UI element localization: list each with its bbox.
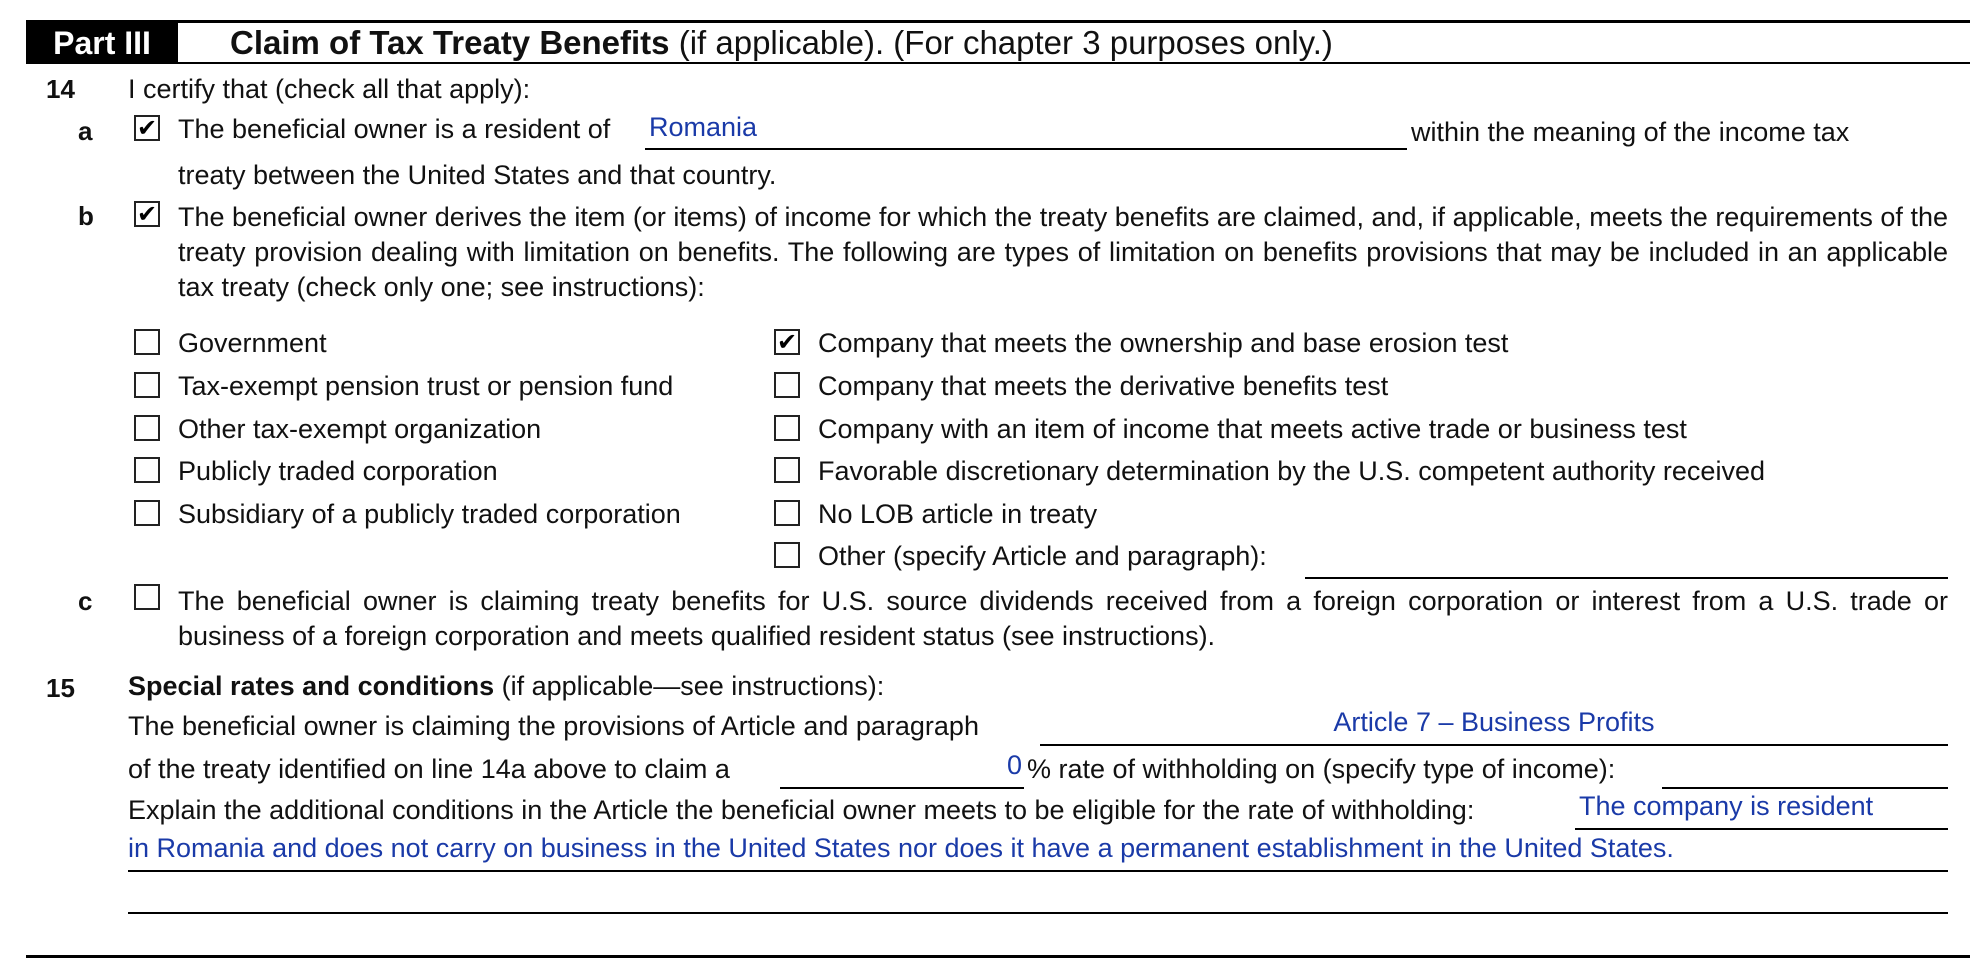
lob-checkbox[interactable] bbox=[774, 500, 800, 526]
line-14b-letter: b bbox=[78, 201, 94, 231]
lob-checkbox[interactable] bbox=[134, 500, 160, 526]
lob-option-label: Subsidiary of a publicly traded corporation bbox=[178, 499, 681, 529]
line-14a-letter: a bbox=[78, 116, 93, 146]
line-14a-text-line2: treaty between the United States and that country. bbox=[178, 160, 777, 190]
line-15-row2-text-after: % rate of withholding on (specify type of income): bbox=[1027, 754, 1616, 784]
lob-option-label: Company with an item of income that meets active trade or business test bbox=[818, 414, 1687, 444]
country-field[interactable] bbox=[645, 112, 1407, 150]
line-15-title-row bbox=[128, 670, 884, 702]
explain-line-2: in Romania and does not carry on business in the United States nor does it have a permanent establishment in the United States. bbox=[128, 833, 1674, 863]
article-value: Article 7 – Business Profits bbox=[1333, 707, 1655, 737]
explain-field-1[interactable] bbox=[1575, 791, 1948, 830]
lob-checkbox[interactable] bbox=[774, 415, 800, 441]
explain-field-3[interactable] bbox=[128, 880, 1948, 914]
checkbox-14b[interactable]: ✔ bbox=[134, 201, 160, 227]
lob-option-label: Company that meets the ownership and base erosion test bbox=[818, 328, 1509, 358]
line-15-title: Special rates and conditions bbox=[128, 671, 495, 701]
line-14a-text-before: The beneficial owner is a resident of bbox=[178, 114, 611, 144]
checkbox-14a[interactable]: ✔ bbox=[134, 115, 160, 141]
lob-checkbox[interactable] bbox=[134, 457, 160, 483]
part-subtitle: (if applicable). (For chapter 3 purposes only.) bbox=[678, 24, 1333, 61]
other-article-field[interactable] bbox=[1305, 545, 1948, 579]
line-14-intro: I certify that (check all that apply): bbox=[128, 74, 531, 104]
lob-checkbox[interactable] bbox=[774, 372, 800, 398]
lob-option-label: Tax-exempt pension trust or pension fund bbox=[178, 371, 674, 401]
part-label: Part III bbox=[26, 23, 178, 63]
header-bottom-rule bbox=[26, 62, 1970, 64]
article-field[interactable] bbox=[1040, 707, 1948, 746]
lob-option-label: Other tax-exempt organization bbox=[178, 414, 542, 444]
lob-checkbox[interactable] bbox=[774, 457, 800, 483]
explain-field-2[interactable] bbox=[128, 833, 1948, 872]
lob-checkbox[interactable]: ✔ bbox=[774, 329, 800, 355]
rate-value: 0 bbox=[1006, 750, 1022, 780]
rate-field[interactable] bbox=[780, 750, 1024, 789]
line-14c-text: The beneficial owner is claiming treaty benefits for U.S. source dividends received from a foreign corporation or interest from a U.S. trade or business of a foreign corporation and meets qualified resident status (see instructions). bbox=[178, 586, 1948, 651]
lob-option-label: Favorable discretionary determination by the U.S. competent authority received bbox=[818, 456, 1765, 486]
line-15-number: 15 bbox=[46, 673, 75, 703]
explain-line-1: The company is resident bbox=[1579, 791, 1874, 821]
line-14b-text: The beneficial owner derives the item (or items) of income for which the treaty benefits are claimed, and, if applicable, meets the requirements of the treaty provision dealing with limitation on benefits. The following are types of limitation on benefits provisions that may be included in an applicable tax treaty (check only one; see instructions): bbox=[178, 202, 1948, 302]
country-value: Romania bbox=[649, 112, 758, 142]
line-14c-letter: c bbox=[78, 586, 93, 616]
lob-option-label: Company that meets the derivative benefits test bbox=[818, 371, 1389, 401]
lob-option-label: Publicly traded corporation bbox=[178, 456, 498, 486]
lob-checkbox[interactable] bbox=[134, 372, 160, 398]
line-15-row2-text: of the treaty identified on line 14a above to claim a bbox=[128, 754, 730, 784]
line-15-row3-text: Explain the additional conditions in the Article the beneficial owner meets to be eligible for the rate of withholding: bbox=[128, 795, 1475, 825]
lob-checkbox[interactable] bbox=[134, 329, 160, 355]
part-title-row bbox=[230, 24, 1333, 62]
checkbox-14c[interactable] bbox=[134, 584, 160, 610]
line-14-number: 14 bbox=[46, 74, 75, 104]
lob-option-label: Other (specify Article and paragraph): bbox=[818, 541, 1267, 571]
lob-checkbox[interactable] bbox=[774, 542, 800, 568]
lob-option-label: No LOB article in treaty bbox=[818, 499, 1098, 529]
line-15-title-suffix: (if applicable—see instructions): bbox=[501, 671, 885, 701]
line-14a-text-after: within the meaning of the income tax bbox=[1411, 117, 1850, 147]
lob-option-label: Government bbox=[178, 328, 327, 358]
lob-checkbox[interactable] bbox=[134, 415, 160, 441]
part-title: Claim of Tax Treaty Benefits bbox=[230, 24, 670, 61]
line-15-row1-text: The beneficial owner is claiming the provisions of Article and paragraph bbox=[128, 711, 979, 741]
income-type-field[interactable] bbox=[1662, 755, 1948, 789]
top-rule bbox=[26, 20, 1970, 23]
